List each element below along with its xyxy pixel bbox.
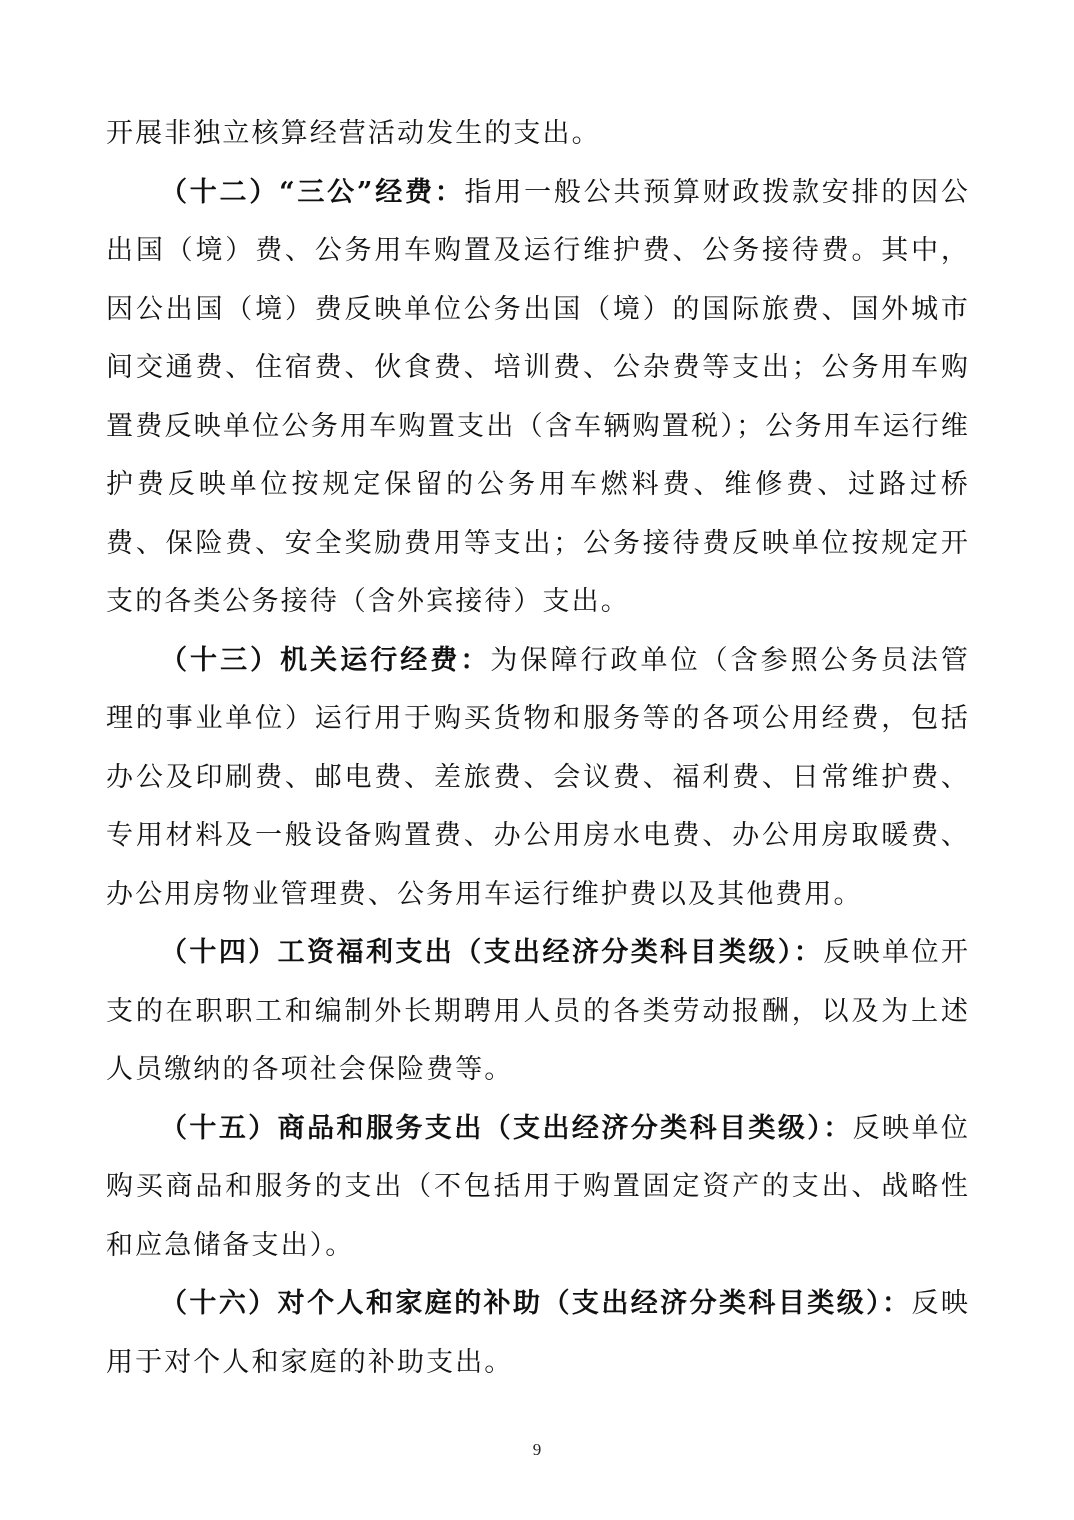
paragraph-body: 反映单位购买商品和服务的支出（不包括用于购置固定资产的支出、战略性和应急储备支出）。 [106,1112,970,1261]
paragraph-heading: （十三）机关运行经费： [160,644,491,676]
paragraph-heading: （十四）工资福利支出（支出经济分类科目类级）： [160,937,824,968]
paragraph-body: 为保障行政单位（含参照公务员法管理的事业单位）运行用于购买货物和服务等的各项公用经费，包括办公及印刷费、邮电费、差旅费、会议费、福利费、日常维护费、专用材料及一般设备购置费、办公用房水电费、办公用房取暖费、办公用房物业管理费、公务用车运行维护费以及其他费用。 [106,644,970,910]
paragraph-household-subsidies [106,1275,970,1392]
paragraph-san-gong-expenses [106,164,970,632]
paragraph-wages-welfare [106,924,970,1100]
paragraph-goods-services [106,1100,970,1276]
paragraph-agency-operating-expenses [106,632,970,925]
paragraph-body: 指用一般公共预算财政拨款安排的因公出国（境）费、公务用车购置及运行维护费、公务接待费。其中，因公出国（境）费反映单位公务出国（境）的国际旅费、国外城市间交通费、住宿费、伙食费、培训费、公杂费等支出；公务用车购置费反映单位公务用车购置支出（含车辆购置税）；公务用车运行维护费反映单位按规定保留的公务用车燃料费、维修费、过路过桥费、保险费、安全奖励费用等支出；公务接待费反映单位按规定开支的各类公务接待（含外宾接待）支出。 [106,176,970,617]
paragraph-body: 反映单位开支的在职职工和编制外长期聘用人员的各类劳动报酬，以及为上述人员缴纳的各项社会保险费等。 [106,937,970,1085]
document-body [106,105,970,1392]
paragraph-body: 反映用于对个人和家庭的补助支出。 [106,1288,970,1378]
paragraph-continuation [106,105,970,164]
paragraph-heading: （十六）对个人和家庭的补助（支出经济分类科目类级）： [160,1288,912,1319]
paragraph-body: 开展非独立核算经营活动发生的支出。 [106,118,601,149]
paragraph-heading: （十二）“三公”经费： [160,176,465,208]
page-number: 9 [532,1440,542,1459]
paragraph-heading: （十五）商品和服务支出（支出经济分类科目类级）： [160,1112,853,1144]
